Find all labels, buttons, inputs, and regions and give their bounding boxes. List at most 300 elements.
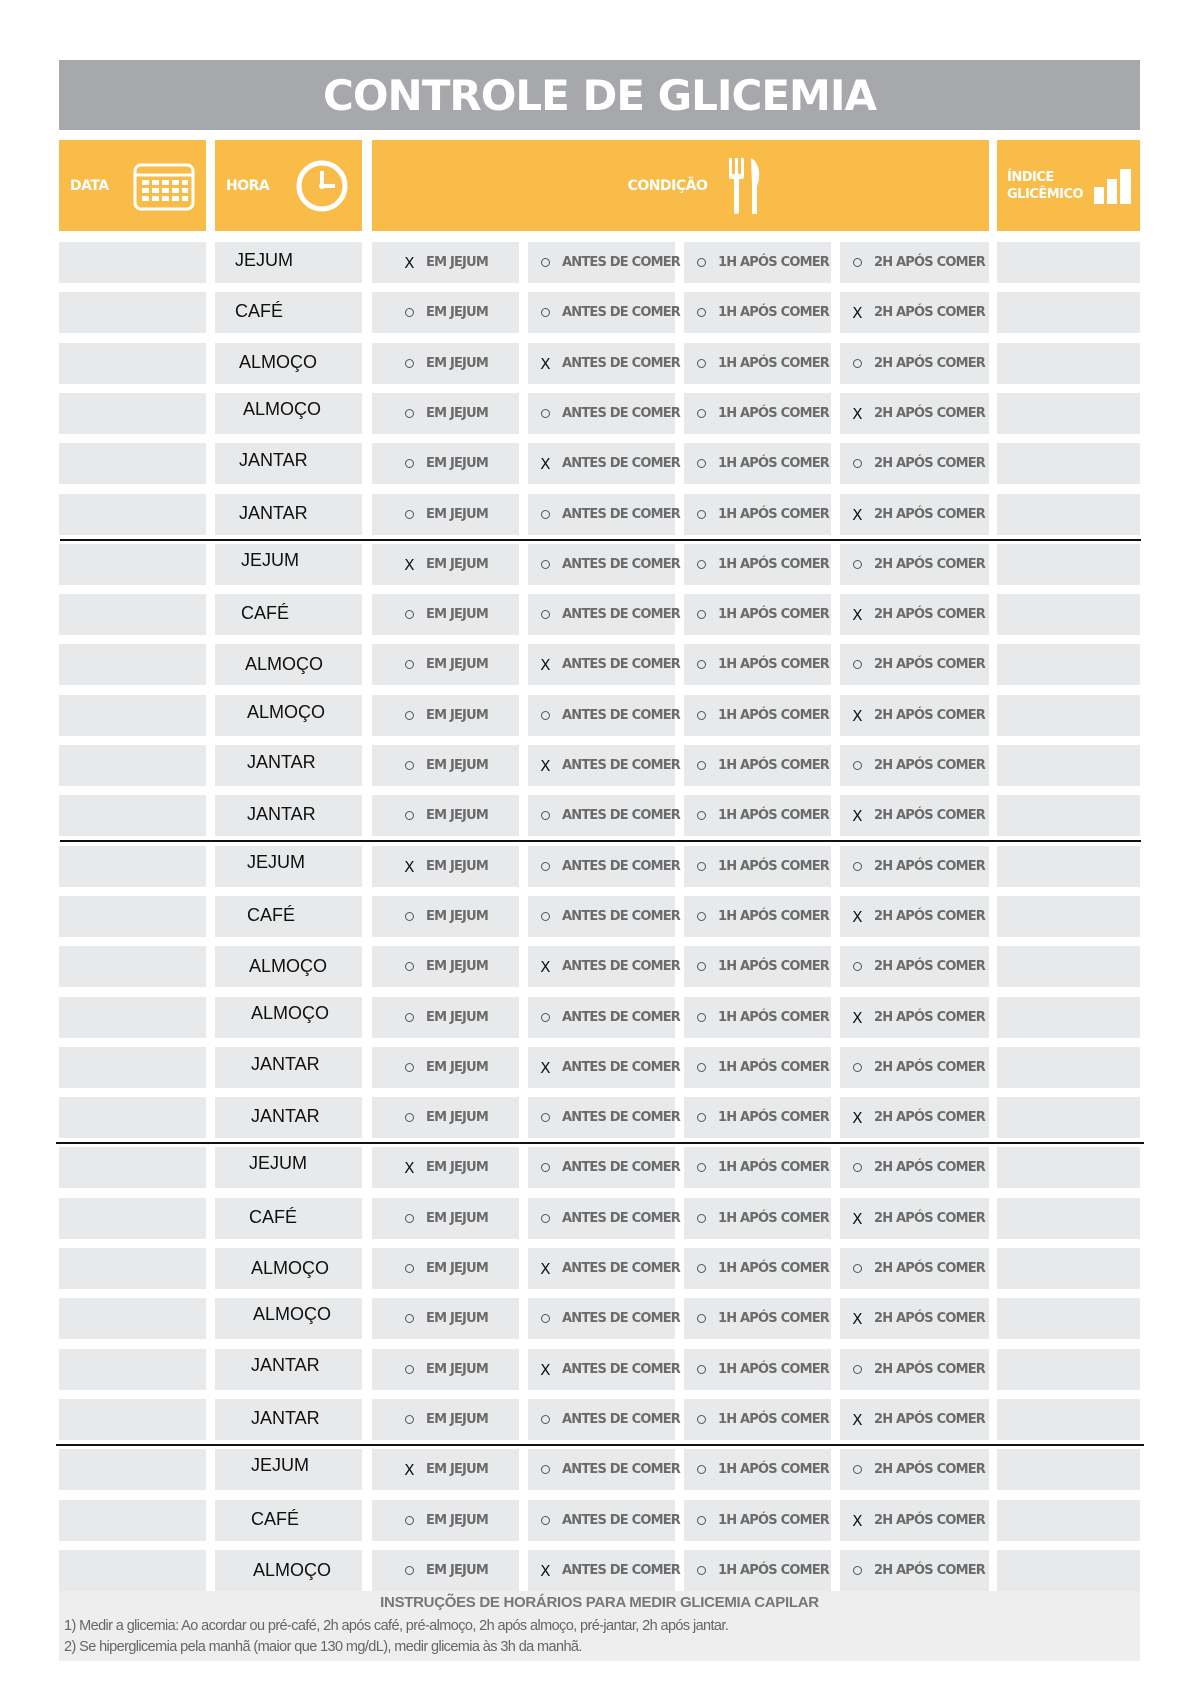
condition-option[interactable]	[402, 1412, 488, 1427]
condition-option[interactable]	[538, 1563, 680, 1578]
condition-option[interactable]	[694, 255, 829, 270]
condition-option-cell[interactable]	[840, 644, 989, 685]
condition-option-cell[interactable]	[684, 1248, 831, 1289]
radio-circle[interactable]	[694, 1312, 708, 1326]
radio-circle[interactable]	[850, 1363, 864, 1377]
radio-circle[interactable]	[538, 1161, 552, 1175]
condition-option[interactable]	[694, 1412, 829, 1427]
condition-option[interactable]	[694, 808, 829, 823]
radio-circle[interactable]	[538, 558, 552, 572]
radio-circle[interactable]	[402, 1212, 416, 1226]
condition-option-cell[interactable]	[840, 1298, 989, 1339]
condition-option-cell[interactable]	[372, 594, 519, 635]
condition-option-cell[interactable]	[684, 443, 831, 484]
condition-option[interactable]	[402, 1462, 488, 1477]
condition-option[interactable]	[850, 1412, 985, 1427]
condition-option[interactable]	[850, 1261, 985, 1276]
condition-option-cell[interactable]	[528, 292, 680, 333]
radio-circle[interactable]	[694, 407, 708, 421]
radio-circle[interactable]	[538, 809, 552, 823]
condition-option[interactable]	[402, 507, 488, 522]
condition-option[interactable]	[694, 959, 829, 974]
condition-option[interactable]	[538, 1412, 680, 1427]
condition-option-cell[interactable]	[684, 644, 831, 685]
date-cell[interactable]	[59, 443, 206, 484]
radio-circle[interactable]	[538, 709, 552, 723]
condition-option-cell[interactable]	[840, 594, 989, 635]
radio-circle[interactable]	[402, 1312, 416, 1326]
condition-option[interactable]	[538, 1311, 680, 1326]
glycemic-index-cell[interactable]	[997, 494, 1140, 535]
radio-circle[interactable]	[850, 1262, 864, 1276]
condition-option[interactable]	[402, 557, 488, 572]
glycemic-index-cell[interactable]	[997, 1248, 1140, 1289]
glycemic-index-cell[interactable]	[997, 443, 1140, 484]
condition-option-cell[interactable]	[684, 1500, 831, 1541]
condition-option[interactable]	[402, 356, 488, 371]
condition-option[interactable]	[694, 557, 829, 572]
condition-option-cell[interactable]	[528, 896, 680, 937]
condition-option[interactable]	[402, 959, 488, 974]
radio-circle[interactable]	[694, 960, 708, 974]
condition-option-cell[interactable]	[372, 1248, 519, 1289]
radio-circle[interactable]	[694, 1564, 708, 1578]
condition-option[interactable]	[694, 305, 829, 320]
condition-option[interactable]	[538, 406, 680, 421]
condition-option[interactable]	[694, 1513, 829, 1528]
condition-option[interactable]	[538, 1060, 680, 1075]
condition-option-cell[interactable]	[528, 594, 680, 635]
condition-option[interactable]	[538, 356, 680, 371]
condition-option-cell[interactable]	[528, 343, 680, 384]
condition-option[interactable]	[538, 1362, 680, 1377]
radio-circle[interactable]	[694, 558, 708, 572]
radio-circle[interactable]	[850, 1061, 864, 1075]
date-cell[interactable]	[59, 1047, 206, 1088]
date-cell[interactable]	[59, 242, 206, 283]
condition-option[interactable]	[402, 758, 488, 773]
condition-option[interactable]	[694, 1261, 829, 1276]
radio-circle[interactable]	[402, 508, 416, 522]
condition-option-cell[interactable]	[372, 1399, 519, 1440]
condition-option-cell[interactable]	[840, 494, 989, 535]
radio-circle[interactable]	[850, 256, 864, 270]
date-cell[interactable]	[59, 745, 206, 786]
date-cell[interactable]	[59, 1198, 206, 1239]
condition-option[interactable]	[694, 456, 829, 471]
condition-option-cell[interactable]	[684, 1097, 831, 1138]
condition-option-cell[interactable]	[684, 1399, 831, 1440]
condition-option[interactable]	[538, 959, 680, 974]
date-cell[interactable]	[59, 795, 206, 836]
condition-option[interactable]	[538, 1110, 680, 1125]
condition-option[interactable]	[850, 1311, 985, 1326]
condition-option[interactable]	[850, 657, 985, 672]
radio-circle[interactable]	[694, 860, 708, 874]
condition-option[interactable]	[538, 255, 680, 270]
condition-option-cell[interactable]	[528, 1047, 680, 1088]
date-cell[interactable]	[59, 494, 206, 535]
condition-option[interactable]	[538, 507, 680, 522]
radio-circle[interactable]	[850, 759, 864, 773]
radio-circle[interactable]	[402, 306, 416, 320]
condition-option-cell[interactable]	[372, 1047, 519, 1088]
radio-circle[interactable]	[538, 407, 552, 421]
condition-option[interactable]	[850, 1362, 985, 1377]
condition-option-cell[interactable]	[372, 544, 519, 585]
condition-option[interactable]	[850, 1211, 985, 1226]
condition-option-cell[interactable]	[528, 1097, 680, 1138]
radio-circle[interactable]	[402, 1363, 416, 1377]
condition-option-cell[interactable]	[840, 443, 989, 484]
condition-option-cell[interactable]	[684, 1349, 831, 1390]
condition-option[interactable]	[694, 1110, 829, 1125]
condition-option-cell[interactable]	[684, 997, 831, 1038]
date-cell[interactable]	[59, 343, 206, 384]
condition-option[interactable]	[694, 657, 829, 672]
glycemic-index-cell[interactable]	[997, 695, 1140, 736]
radio-circle[interactable]	[850, 1161, 864, 1175]
condition-option-cell[interactable]	[684, 1550, 831, 1591]
condition-option-cell[interactable]	[840, 393, 989, 434]
glycemic-index-cell[interactable]	[997, 1097, 1140, 1138]
date-cell[interactable]	[59, 1399, 206, 1440]
condition-option[interactable]	[538, 1261, 680, 1276]
condition-option[interactable]	[850, 456, 985, 471]
condition-option[interactable]	[694, 406, 829, 421]
date-cell[interactable]	[59, 1147, 206, 1188]
radio-circle[interactable]	[694, 709, 708, 723]
radio-circle[interactable]	[402, 1564, 416, 1578]
radio-circle[interactable]	[402, 1011, 416, 1025]
condition-option-cell[interactable]	[528, 1248, 680, 1289]
condition-option-cell[interactable]	[528, 242, 680, 283]
condition-option[interactable]	[694, 1311, 829, 1326]
condition-option-cell[interactable]	[684, 1147, 831, 1188]
glycemic-index-cell[interactable]	[997, 1550, 1140, 1591]
condition-option[interactable]	[402, 1110, 488, 1125]
condition-option-cell[interactable]	[372, 1097, 519, 1138]
condition-option-cell[interactable]	[528, 1349, 680, 1390]
radio-circle[interactable]	[402, 1514, 416, 1528]
condition-option-cell[interactable]	[684, 343, 831, 384]
date-cell[interactable]	[59, 393, 206, 434]
condition-option-cell[interactable]	[528, 644, 680, 685]
glycemic-index-cell[interactable]	[997, 1298, 1140, 1339]
condition-option-cell[interactable]	[684, 292, 831, 333]
condition-option-cell[interactable]	[840, 1449, 989, 1490]
condition-option-cell[interactable]	[840, 242, 989, 283]
condition-option[interactable]	[850, 557, 985, 572]
condition-option[interactable]	[694, 1010, 829, 1025]
condition-option[interactable]	[402, 1311, 488, 1326]
radio-circle[interactable]	[850, 658, 864, 672]
condition-option[interactable]	[538, 708, 680, 723]
condition-option-cell[interactable]	[528, 997, 680, 1038]
condition-option[interactable]	[402, 1211, 488, 1226]
radio-circle[interactable]	[538, 1413, 552, 1427]
condition-option-cell[interactable]	[840, 292, 989, 333]
radio-circle[interactable]	[538, 1212, 552, 1226]
radio-circle[interactable]	[538, 256, 552, 270]
condition-option[interactable]	[694, 708, 829, 723]
condition-option-cell[interactable]	[840, 1147, 989, 1188]
condition-option-cell[interactable]	[840, 1097, 989, 1138]
radio-circle[interactable]	[402, 457, 416, 471]
condition-option[interactable]	[850, 1060, 985, 1075]
condition-option[interactable]	[402, 657, 488, 672]
condition-option-cell[interactable]	[528, 544, 680, 585]
condition-option-cell[interactable]	[528, 1399, 680, 1440]
condition-option-cell[interactable]	[840, 896, 989, 937]
radio-circle[interactable]	[402, 1262, 416, 1276]
date-cell[interactable]	[59, 1097, 206, 1138]
condition-option[interactable]	[850, 758, 985, 773]
radio-circle[interactable]	[694, 1363, 708, 1377]
radio-circle[interactable]	[694, 256, 708, 270]
condition-option[interactable]	[538, 607, 680, 622]
date-cell[interactable]	[59, 695, 206, 736]
condition-option-cell[interactable]	[528, 745, 680, 786]
condition-option-cell[interactable]	[372, 292, 519, 333]
condition-option-cell[interactable]	[372, 695, 519, 736]
glycemic-index-cell[interactable]	[997, 795, 1140, 836]
radio-circle[interactable]	[402, 1111, 416, 1125]
condition-option[interactable]	[694, 1060, 829, 1075]
radio-circle[interactable]	[538, 508, 552, 522]
condition-option[interactable]	[850, 909, 985, 924]
glycemic-index-cell[interactable]	[997, 946, 1140, 987]
condition-option[interactable]	[538, 909, 680, 924]
condition-option-cell[interactable]	[684, 494, 831, 535]
radio-circle[interactable]	[694, 910, 708, 924]
condition-option-cell[interactable]	[372, 1298, 519, 1339]
condition-option[interactable]	[402, 1563, 488, 1578]
condition-option[interactable]	[402, 607, 488, 622]
condition-option-cell[interactable]	[840, 695, 989, 736]
condition-option[interactable]	[402, 456, 488, 471]
condition-option[interactable]	[402, 406, 488, 421]
radio-circle[interactable]	[402, 407, 416, 421]
condition-option-cell[interactable]	[684, 242, 831, 283]
radio-circle[interactable]	[402, 658, 416, 672]
glycemic-index-cell[interactable]	[997, 242, 1140, 283]
radio-circle[interactable]	[850, 1463, 864, 1477]
condition-option[interactable]	[538, 1160, 680, 1175]
radio-circle[interactable]	[402, 809, 416, 823]
condition-option[interactable]	[402, 1513, 488, 1528]
condition-option-cell[interactable]	[372, 443, 519, 484]
condition-option-cell[interactable]	[684, 896, 831, 937]
condition-option-cell[interactable]	[528, 1500, 680, 1541]
radio-circle[interactable]	[538, 306, 552, 320]
condition-option-cell[interactable]	[372, 846, 519, 887]
condition-option[interactable]	[402, 1160, 488, 1175]
radio-circle[interactable]	[694, 457, 708, 471]
radio-circle[interactable]	[402, 960, 416, 974]
condition-option[interactable]	[850, 406, 985, 421]
glycemic-index-cell[interactable]	[997, 745, 1140, 786]
condition-option-cell[interactable]	[684, 695, 831, 736]
condition-option[interactable]	[694, 1362, 829, 1377]
condition-option[interactable]	[402, 859, 488, 874]
radio-circle[interactable]	[850, 457, 864, 471]
radio-circle[interactable]	[402, 1061, 416, 1075]
condition-option-cell[interactable]	[372, 343, 519, 384]
condition-option[interactable]	[850, 859, 985, 874]
condition-option[interactable]	[850, 808, 985, 823]
radio-circle[interactable]	[694, 508, 708, 522]
condition-option-cell[interactable]	[684, 745, 831, 786]
date-cell[interactable]	[59, 292, 206, 333]
glycemic-index-cell[interactable]	[997, 1399, 1140, 1440]
glycemic-index-cell[interactable]	[997, 1198, 1140, 1239]
date-cell[interactable]	[59, 946, 206, 987]
condition-option-cell[interactable]	[684, 1047, 831, 1088]
condition-option-cell[interactable]	[372, 644, 519, 685]
condition-option-cell[interactable]	[528, 1449, 680, 1490]
radio-circle[interactable]	[402, 910, 416, 924]
condition-option[interactable]	[694, 1211, 829, 1226]
radio-circle[interactable]	[694, 1413, 708, 1427]
condition-option-cell[interactable]	[372, 1349, 519, 1390]
condition-option[interactable]	[538, 305, 680, 320]
condition-option[interactable]	[694, 1563, 829, 1578]
condition-option-cell[interactable]	[372, 745, 519, 786]
condition-option-cell[interactable]	[372, 393, 519, 434]
radio-circle[interactable]	[694, 1262, 708, 1276]
condition-option[interactable]	[694, 758, 829, 773]
radio-circle[interactable]	[694, 1463, 708, 1477]
condition-option[interactable]	[850, 255, 985, 270]
glycemic-index-cell[interactable]	[997, 1047, 1140, 1088]
condition-option-cell[interactable]	[372, 1198, 519, 1239]
glycemic-index-cell[interactable]	[997, 1147, 1140, 1188]
radio-circle[interactable]	[538, 1111, 552, 1125]
condition-option-cell[interactable]	[840, 1047, 989, 1088]
condition-option-cell[interactable]	[840, 1399, 989, 1440]
date-cell[interactable]	[59, 1349, 206, 1390]
date-cell[interactable]	[59, 1550, 206, 1591]
radio-circle[interactable]	[402, 1413, 416, 1427]
condition-option-cell[interactable]	[372, 1449, 519, 1490]
condition-option[interactable]	[850, 1563, 985, 1578]
glycemic-index-cell[interactable]	[997, 343, 1140, 384]
condition-option-cell[interactable]	[528, 1550, 680, 1591]
condition-option-cell[interactable]	[372, 1500, 519, 1541]
radio-circle[interactable]	[402, 709, 416, 723]
radio-circle[interactable]	[694, 658, 708, 672]
glycemic-index-cell[interactable]	[997, 1500, 1140, 1541]
condition-option-cell[interactable]	[684, 1298, 831, 1339]
condition-option[interactable]	[850, 356, 985, 371]
condition-option[interactable]	[402, 305, 488, 320]
radio-circle[interactable]	[850, 558, 864, 572]
condition-option[interactable]	[694, 356, 829, 371]
date-cell[interactable]	[59, 544, 206, 585]
condition-option-cell[interactable]	[684, 544, 831, 585]
radio-circle[interactable]	[694, 608, 708, 622]
condition-option[interactable]	[850, 507, 985, 522]
condition-option-cell[interactable]	[684, 1449, 831, 1490]
radio-circle[interactable]	[538, 910, 552, 924]
condition-option-cell[interactable]	[528, 393, 680, 434]
radio-circle[interactable]	[538, 608, 552, 622]
condition-option[interactable]	[694, 1160, 829, 1175]
condition-option-cell[interactable]	[528, 1147, 680, 1188]
condition-option-cell[interactable]	[372, 795, 519, 836]
condition-option[interactable]	[538, 557, 680, 572]
radio-circle[interactable]	[402, 608, 416, 622]
condition-option-cell[interactable]	[528, 946, 680, 987]
condition-option-cell[interactable]	[372, 494, 519, 535]
radio-circle[interactable]	[694, 1011, 708, 1025]
condition-option-cell[interactable]	[372, 1147, 519, 1188]
condition-option-cell[interactable]	[528, 494, 680, 535]
radio-circle[interactable]	[538, 1463, 552, 1477]
date-cell[interactable]	[59, 896, 206, 937]
condition-option[interactable]	[538, 758, 680, 773]
condition-option[interactable]	[538, 808, 680, 823]
condition-option-cell[interactable]	[684, 846, 831, 887]
condition-option[interactable]	[538, 859, 680, 874]
radio-circle[interactable]	[694, 1212, 708, 1226]
glycemic-index-cell[interactable]	[997, 997, 1140, 1038]
condition-option-cell[interactable]	[840, 946, 989, 987]
glycemic-index-cell[interactable]	[997, 1449, 1140, 1490]
condition-option-cell[interactable]	[372, 1550, 519, 1591]
condition-option[interactable]	[402, 808, 488, 823]
condition-option[interactable]	[538, 1211, 680, 1226]
condition-option-cell[interactable]	[528, 795, 680, 836]
condition-option-cell[interactable]	[840, 1500, 989, 1541]
condition-option[interactable]	[694, 859, 829, 874]
condition-option[interactable]	[850, 1462, 985, 1477]
radio-circle[interactable]	[538, 1312, 552, 1326]
condition-option[interactable]	[402, 1010, 488, 1025]
condition-option[interactable]	[402, 909, 488, 924]
condition-option[interactable]	[538, 1462, 680, 1477]
condition-option[interactable]	[694, 507, 829, 522]
date-cell[interactable]	[59, 846, 206, 887]
date-cell[interactable]	[59, 594, 206, 635]
condition-option-cell[interactable]	[528, 1298, 680, 1339]
radio-circle[interactable]	[402, 759, 416, 773]
glycemic-index-cell[interactable]	[997, 544, 1140, 585]
condition-option-cell[interactable]	[840, 1349, 989, 1390]
condition-option-cell[interactable]	[528, 1198, 680, 1239]
condition-option-cell[interactable]	[684, 1198, 831, 1239]
condition-option-cell[interactable]	[528, 695, 680, 736]
glycemic-index-cell[interactable]	[997, 594, 1140, 635]
radio-circle[interactable]	[850, 960, 864, 974]
radio-circle[interactable]	[538, 1514, 552, 1528]
date-cell[interactable]	[59, 1449, 206, 1490]
condition-option[interactable]	[402, 255, 488, 270]
radio-circle[interactable]	[850, 860, 864, 874]
radio-circle[interactable]	[694, 1514, 708, 1528]
condition-option[interactable]	[694, 909, 829, 924]
condition-option-cell[interactable]	[840, 997, 989, 1038]
radio-circle[interactable]	[694, 1111, 708, 1125]
date-cell[interactable]	[59, 1298, 206, 1339]
glycemic-index-cell[interactable]	[997, 393, 1140, 434]
radio-circle[interactable]	[402, 357, 416, 371]
radio-circle[interactable]	[694, 759, 708, 773]
radio-circle[interactable]	[694, 357, 708, 371]
condition-option[interactable]	[402, 708, 488, 723]
condition-option-cell[interactable]	[840, 795, 989, 836]
